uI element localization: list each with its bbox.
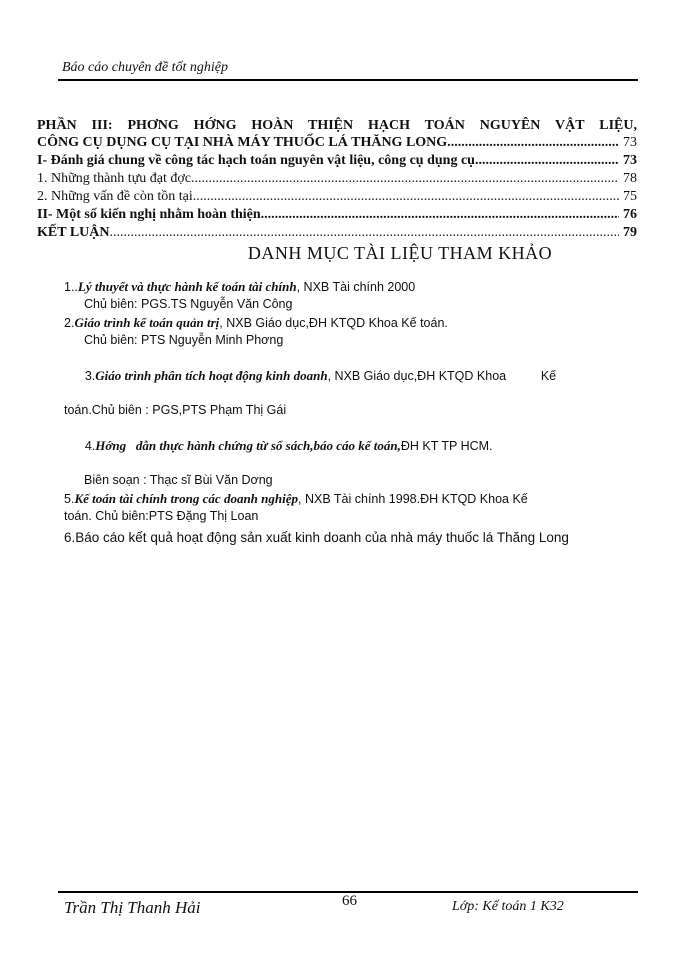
toc-item-text: 2. Những vấn đề còn tồn tại.: [37, 189, 197, 204]
toc-item: [37, 188, 637, 206]
reference-editor: Chủ biên: PTS Nguyễn Minh Phơng: [84, 333, 284, 347]
reference-main-line: [64, 350, 630, 402]
toc-item: [37, 170, 637, 188]
toc-leader-dots: [478, 152, 619, 170]
reference-details: ĐH KT TP HCM.: [400, 439, 493, 453]
reference-item: [64, 420, 630, 489]
reference-details: , NXB Tài chính 1998.ĐH KTQD Khoa Kế: [298, 492, 528, 506]
toc-item-text: KẾT LUẬN: [37, 225, 110, 240]
reference-item: [64, 314, 630, 349]
toc-item: [37, 206, 637, 224]
reference-details: , NXB Giáo dục,ĐH KTQD Khoa Kế: [327, 369, 557, 383]
reference-item: [64, 529, 630, 546]
reference-continuation: toán.Chủ biên : PGS,PTS Phạm Thị Gái: [64, 403, 287, 417]
toc-leader-dots: [261, 206, 619, 224]
reference-number: 3.: [84, 369, 96, 383]
toc-part3-page: 73: [623, 135, 637, 150]
reference-number: 2.: [64, 316, 75, 330]
reference-item: [64, 350, 630, 419]
page-number: 66: [342, 893, 357, 909]
reference-number: 6.: [64, 530, 76, 545]
reference-item: [64, 490, 630, 525]
reference-title: Kế toán tài chính trong các doanh nghiệp: [74, 491, 299, 506]
reference-item: [64, 278, 630, 313]
reference-number: 1..: [64, 280, 78, 294]
toc-item-page: 73: [623, 153, 637, 168]
toc-item-text: II- Một số kiến nghị nhằm hoàn thiện: [37, 207, 261, 222]
reference-main-line: [64, 420, 630, 472]
reference-title: Giáo trình phân tích hoạt động kinh doanh: [95, 368, 328, 383]
toc-leader-dots: [451, 134, 619, 152]
reference-editor: Biên soạn : Thạc sĩ Bùi Văn Dơng: [84, 473, 273, 487]
toc-leader-dots: [196, 188, 619, 206]
toc-part3-line2-text: CÔNG CỤ DỤNG CỤ TẠI NHÀ MÁY THUỐC LÁ THĂNG LONG.: [37, 135, 451, 150]
toc-part3-line2: [37, 134, 637, 152]
footer-author: Trần Thị Thanh Hải: [64, 898, 201, 917]
reference-continuation: toán. Chủ biên:PTS Đặng Thị Loan: [64, 509, 259, 523]
references-title: DANH MỤC TÀI LIỆU THAM KHẢO: [247, 243, 553, 263]
toc-leader-dots: [109, 224, 619, 242]
toc-item: [37, 152, 637, 170]
header-rule: [58, 79, 638, 81]
reference-title: Lý thuyết và thực hành kế toán tài chính: [77, 279, 297, 294]
footer-class: Lớp: Kế toán 1 K32: [452, 899, 564, 914]
reference-details: , NXB Giáo dục,ĐH KTQD Khoa Kế toán.: [219, 316, 448, 330]
reference-main-line: [64, 314, 630, 332]
reference-main-line: [64, 278, 630, 296]
reference-editor: Chủ biên: PGS.TS Nguyễn Văn Công: [84, 297, 293, 311]
reference-number: 5.: [64, 492, 75, 506]
table-of-contents: [37, 118, 637, 242]
header-title: Báo cáo chuyên đề tốt nghiệp: [62, 60, 229, 75]
toc-leader-dots: [191, 170, 619, 188]
reference-number: 4.: [84, 439, 96, 453]
reference-details: , NXB Tài chính 2000: [296, 280, 416, 294]
toc-item-page: 75: [623, 189, 637, 204]
toc-item-page: 78: [623, 171, 637, 186]
toc-part3-line1: PHẦN III: PHƠNG HỚNG HOÀN THIỆN HẠCH TOÁN NGUYÊN VẬT LIỆU,: [37, 118, 637, 133]
toc-item-text: 1. Những thành tựu đạt đợc: [37, 171, 191, 186]
reference-title: Giáo trình kế toán quản trị: [74, 315, 220, 330]
toc-item-text: I- Đánh giá chung về công tác hạch toán nguyên vật liệu, công cụ dụng cụ.: [37, 153, 479, 168]
reference-title: Hớng dẫn thực hành chứng từ sổ sách,báo cáo kế toán,: [95, 438, 401, 453]
references-list: [64, 278, 630, 547]
reference-main-line: [64, 490, 630, 508]
reference-text: Báo cáo kết quả hoạt động sản xuất kinh doanh của nhà máy thuốc lá Thăng Long: [75, 530, 569, 545]
toc-item: [37, 224, 637, 242]
toc-item-page: 76: [623, 207, 637, 222]
toc-item-page: 79: [623, 225, 637, 240]
